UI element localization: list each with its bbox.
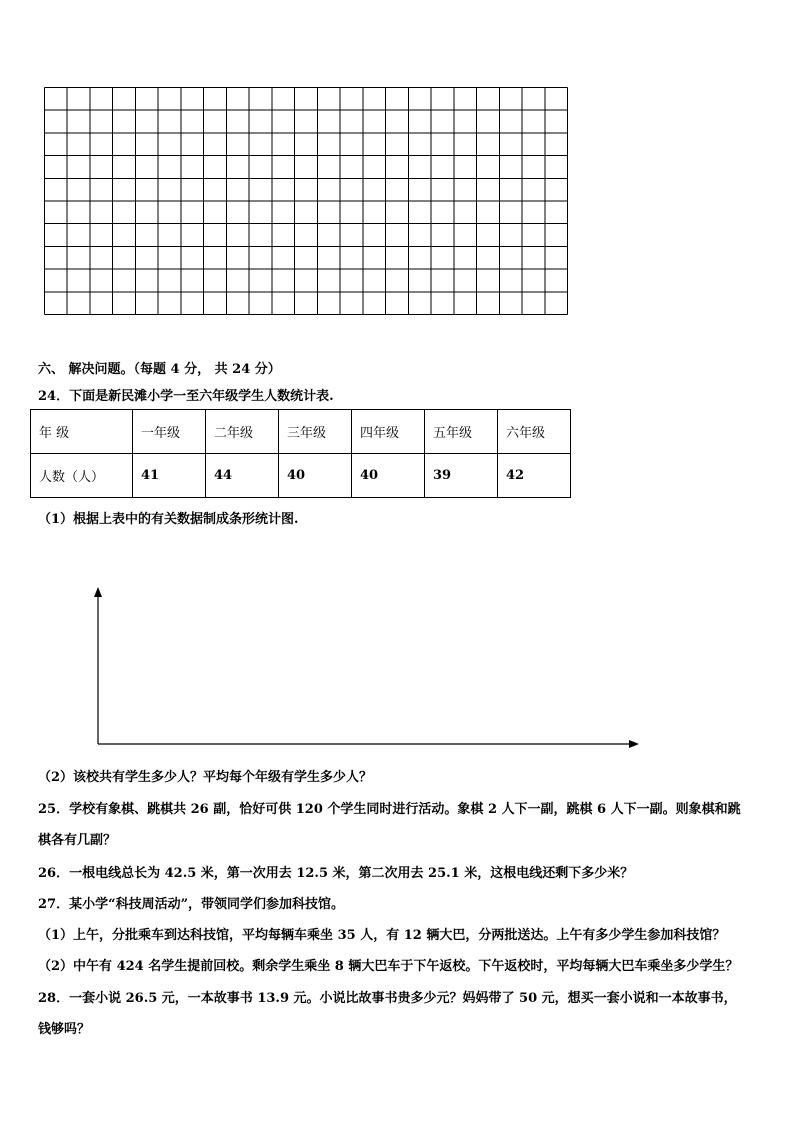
grade-4: 四年级 — [352, 410, 425, 454]
q24-stem: 24．下面是新民滩小学一至六年级学生人数统计表. — [38, 389, 334, 404]
grade-1: 一年级 — [133, 410, 206, 454]
y-axis-arrow — [94, 587, 102, 597]
count-1: 41 — [133, 454, 206, 498]
blank-chart-axes — [90, 585, 650, 755]
q27-stem: 27．某小学“科技周活动”，带领同学们参加科技馆。 — [38, 897, 345, 912]
q27-sub1: （1）上午，分批乘车到达科技馆，平均每辆车乘坐 35 人，有 12 辆大巴，分两批送达。上午有多少学生参加科技馆？ — [38, 928, 726, 943]
grade-5: 五年级 — [425, 410, 498, 454]
q25-line1: 25．学校有象棋、跳棋共 26 副，恰好可供 120 个学生同时进行活动。象棋 2 人下一副，跳棋 6 人下一副。则象棋和跳 — [38, 802, 741, 817]
table-header-label: 年 级 — [31, 410, 133, 454]
q28-line1: 28．一套小说 26.5 元，一本故事书 13.9 元。小说比故事书贵多少元？妈妈带了 50 元，想买一套小说和一本故事书， — [38, 991, 737, 1006]
table-row-label: 人数（人） — [31, 454, 133, 498]
student-count-table — [30, 409, 571, 498]
q25-line2: 棋各有几副？ — [38, 833, 117, 848]
q26-line1: 26．一根电线总长为 42.5 米，第一次用去 12.5 米，第二次用去 25.1 米，这根电线还剩下多少米？ — [38, 866, 634, 881]
section-heading: 六、 解决问题。（每题 4 分， 共 24 分） — [38, 362, 281, 377]
grade-6: 六年级 — [498, 410, 571, 454]
q27-sub2: （2）中午有 424 名学生提前回校。剩余学生乘坐 8 辆大巴车于下午返校。下午返校时，平均每辆大巴车乘坐多少学生？ — [38, 959, 739, 974]
count-5: 39 — [425, 454, 498, 498]
q28-line2: 钱够吗？ — [38, 1022, 91, 1037]
table-row — [31, 454, 571, 498]
count-4: 40 — [352, 454, 425, 498]
table-row — [31, 410, 571, 454]
x-axis-arrow — [629, 740, 639, 748]
blank-grid — [44, 87, 568, 315]
count-2: 44 — [206, 454, 279, 498]
count-6: 42 — [498, 454, 571, 498]
q24-sub2: （2）该校共有学生多少人？平均每个年级有学生多少人？ — [38, 770, 373, 785]
grade-3: 三年级 — [279, 410, 352, 454]
count-3: 40 — [279, 454, 352, 498]
q24-sub1: （1）根据上表中的有关数据制成条形统计图. — [38, 512, 299, 527]
grade-2: 二年级 — [206, 410, 279, 454]
